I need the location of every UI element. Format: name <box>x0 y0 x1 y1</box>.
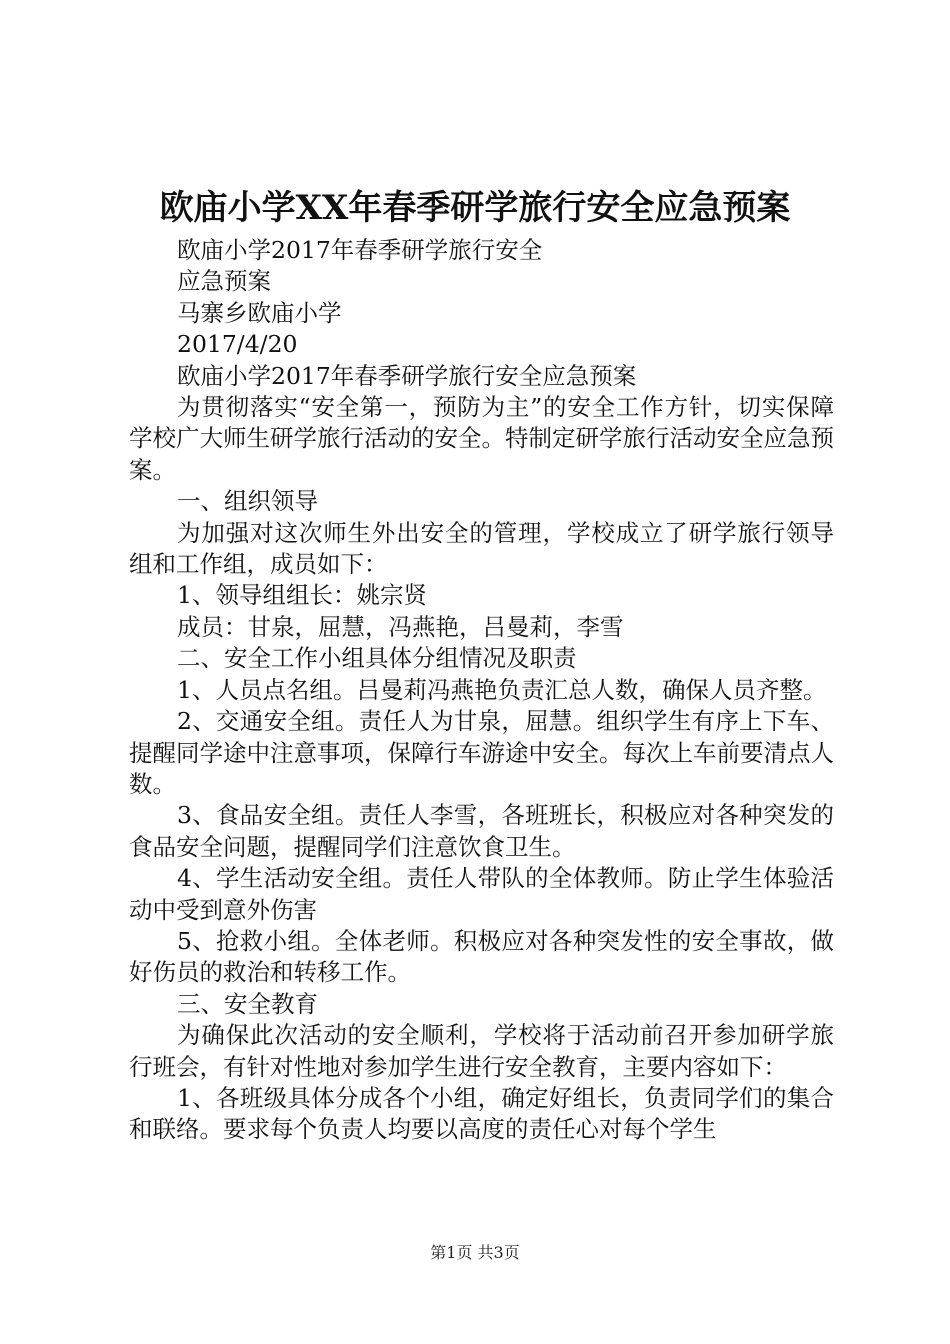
paragraph-8: 为加强对这次师生外出安全的管理，学校成立了研学旅行领导组和工作组，成员如下： <box>129 518 834 579</box>
paragraph-13: 2、交通安全组。责任人为甘泉，屈慧。组织学生有序上下车、提醒同学途中注意事项，保障行车游途中安全。每次上车前要清点人数。 <box>129 707 834 798</box>
paragraph-10: 成员：甘泉，屈慧，冯燕艳，吕曼莉，李雪 <box>177 612 624 641</box>
paragraph-18: 为确保此次活动的安全顺利，学校将于活动前召开参加研学旅行班会，有针对性地对参加学生进行安全教育，主要内容如下： <box>129 1021 834 1081</box>
paragraph-1: 欧庙小学2017年春季研学旅行安全 <box>177 236 543 264</box>
document-title: 欧庙小学XX年春季研学旅行安全应急预案 <box>159 188 791 228</box>
paragraph-3: 马寨乡欧庙小学 <box>177 298 342 327</box>
paragraph-16: 5、抢救小组。全体老师。积极应对各种突发性的安全事故，做好伤员的救治和转移工作。 <box>129 926 834 987</box>
page-footer: 第1页 共3页 <box>430 1243 520 1262</box>
paragraph-4: 2017/4/20 <box>177 330 298 359</box>
paragraph-14: 3、食品安全组。责任人李雪，各班班长，积极应对各种突发的食品安全问题，提醒同学们注意饮食卫生。 <box>129 801 834 861</box>
paragraph-12: 1、人员点名组。吕曼莉冯燕艳负责汇总人数，确保人员齐整。 <box>177 675 827 704</box>
section-heading-1: 一、组织领导 <box>177 487 318 516</box>
document-body <box>129 235 834 1146</box>
paragraph-2: 应急预案 <box>177 267 271 296</box>
paragraph-5: 欧庙小学2017年春季研学旅行安全应急预案 <box>177 361 637 390</box>
section-heading-2: 二、安全工作小组具体分组情况及职责 <box>177 644 577 673</box>
paragraph-6: 为贯彻落实“安全第一，预防为主”的安全工作方针，切实保障学校广大师生研学旅行活动的安全。特制定研学旅行活动安全应急预案。 <box>129 393 834 484</box>
paragraph-19: 1、各班级具体分成各个小组，确定好组长，负责同学们的集合和联络。要求每个负责人均要以高度的责任心对每个学生 <box>129 1083 834 1144</box>
section-heading-3: 三、安全教育 <box>177 989 318 1018</box>
paragraph-15: 4、学生活动安全组。责任人带队的全体教师。防止学生体验活动中受到意外伤害 <box>129 864 834 924</box>
paragraph-9: 1、领导组组长：姚宗贤 <box>177 581 427 610</box>
